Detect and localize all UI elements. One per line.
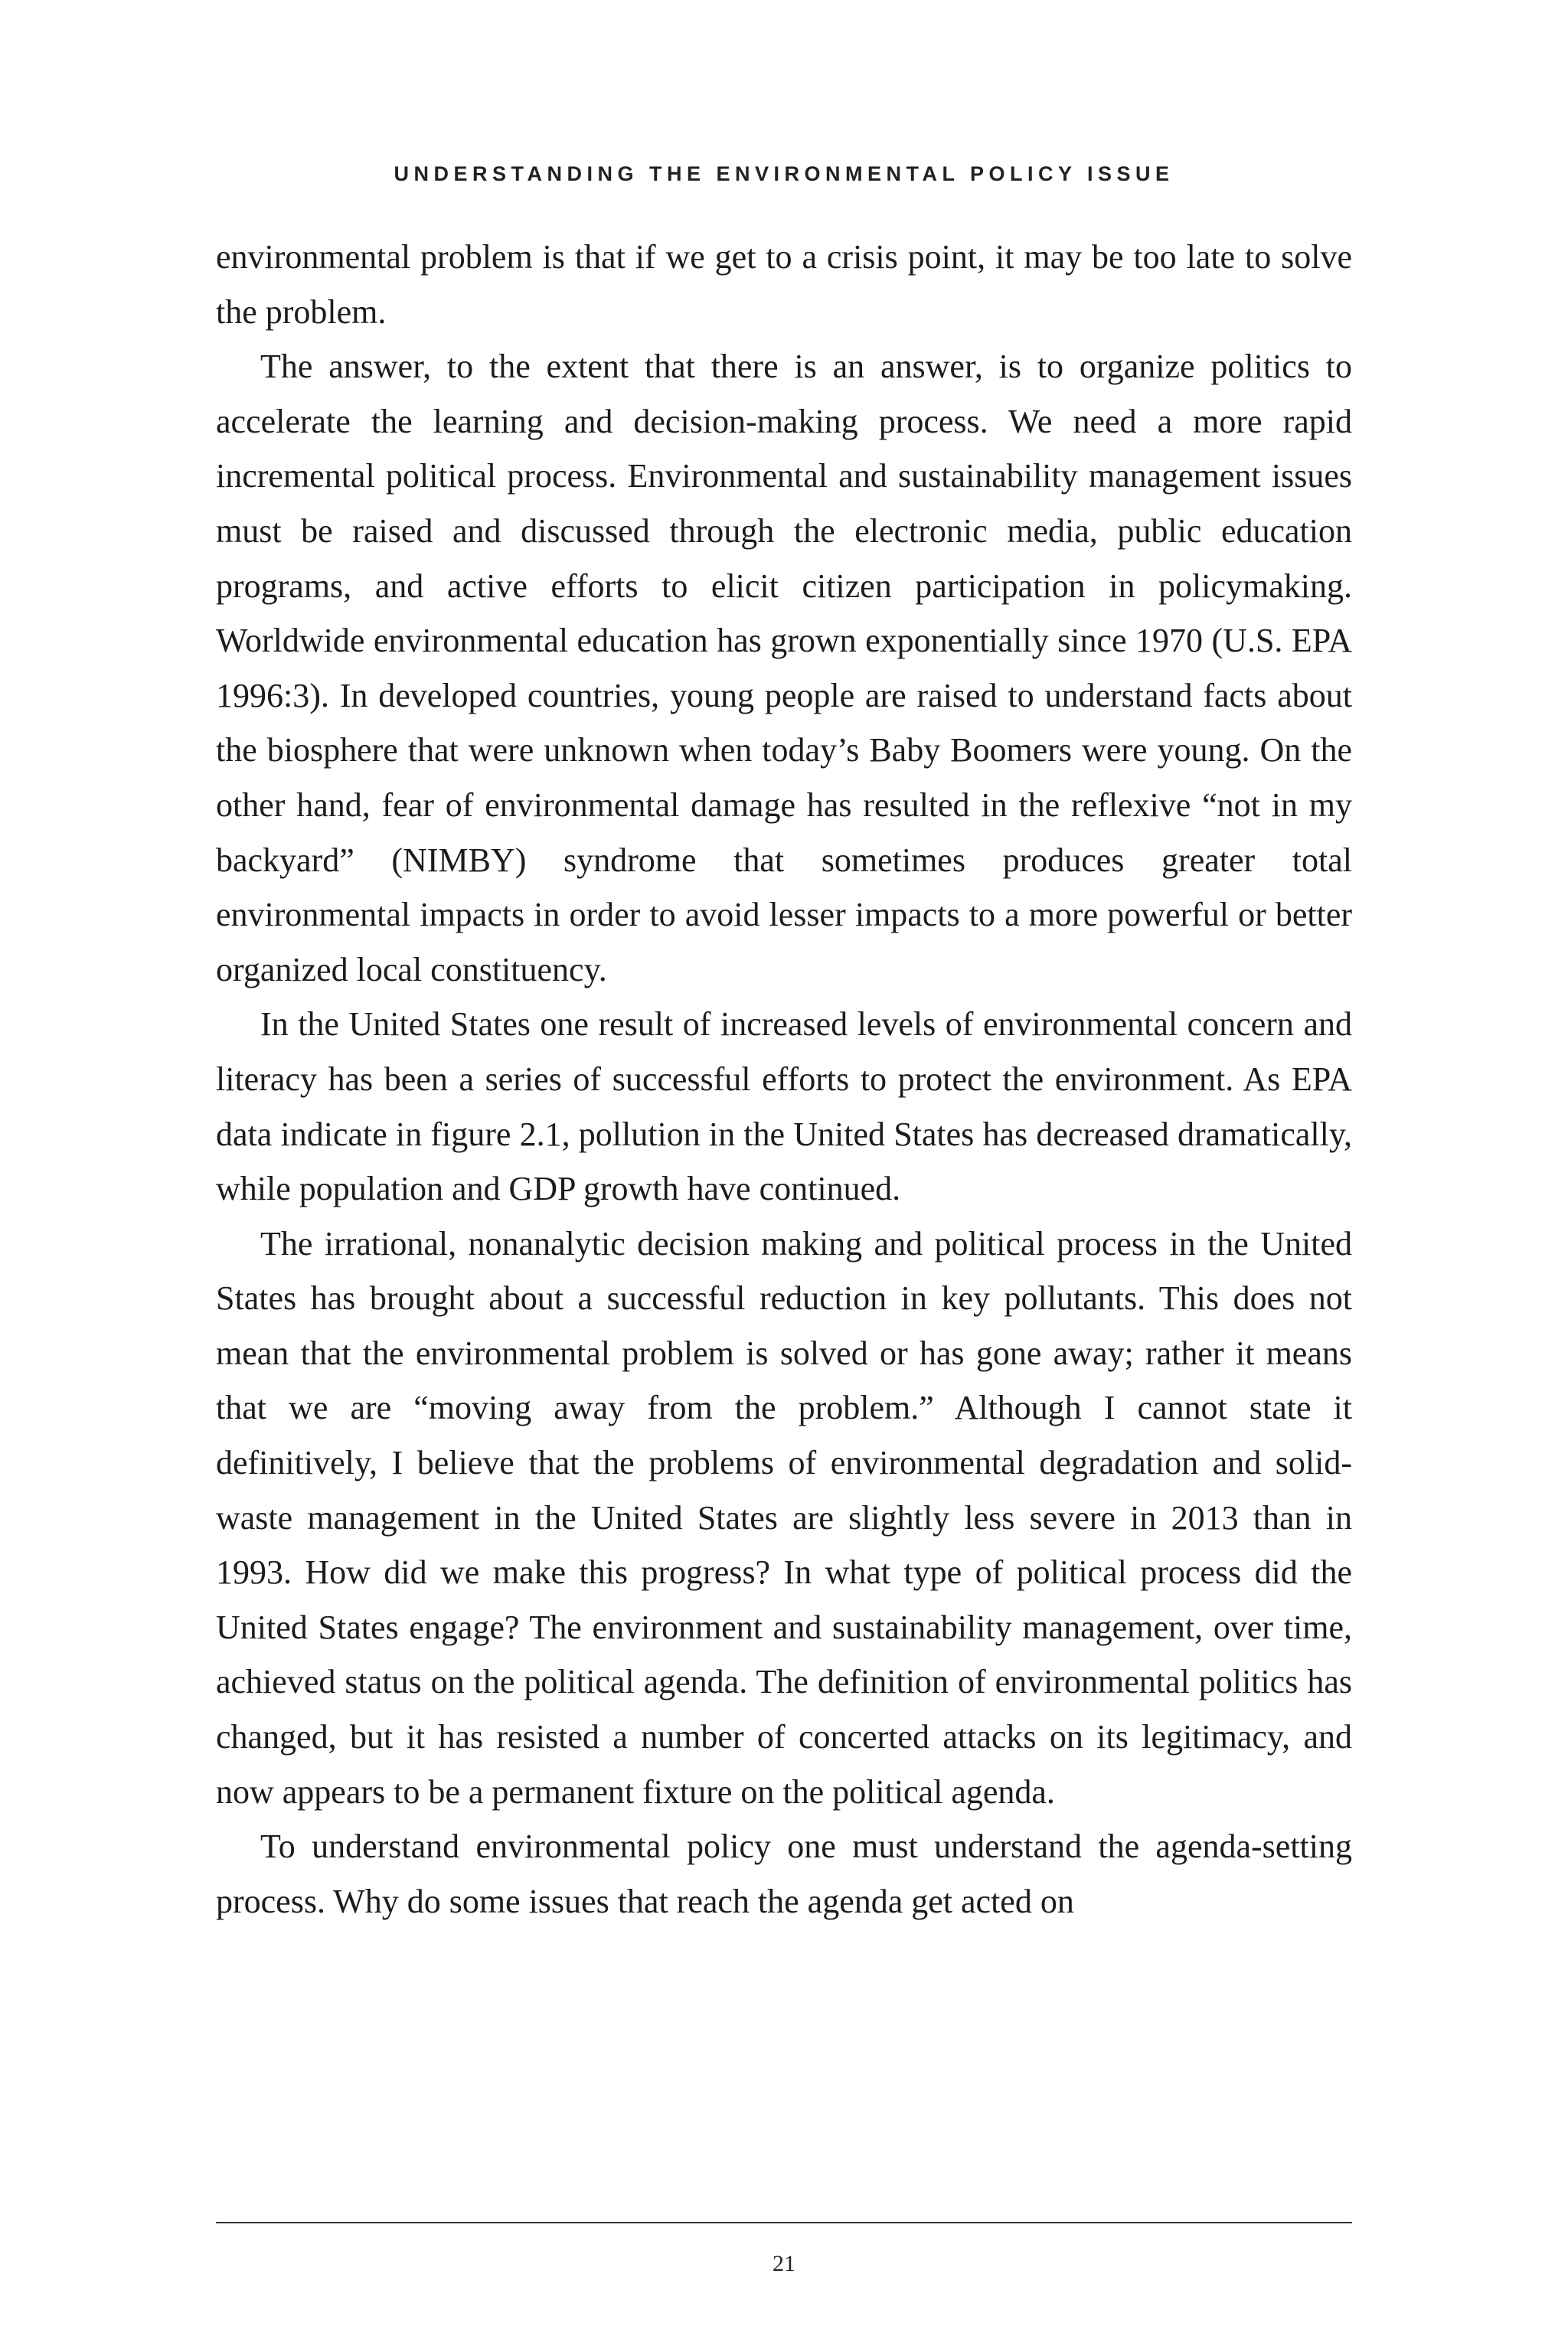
paragraph-continuation: environmental problem is that if we get to a crisis point, it may be too late to solve the problem. xyxy=(216,238,1352,331)
body-text xyxy=(216,230,1352,1929)
paragraph: The irrational, nonanalytic decision making and political process in the United States has brought about a successful reduction in key pollutants. This does not mean that the environmental problem is solved or has gone away; rather it means that we are “moving away from the problem.” Although I cannot state it definitively, I believe that the problems of environmental degradation and solid-waste management in the United States are slightly less severe in 2013 than in 1993. How did we make this progress? In what type of political process did the United States engage? The environment and sustainability management, over time, achieved status on the political agenda. The definition of environmental politics has changed, but it has resisted a number of concerted attacks on its legitimacy, and now appears to be a permanent fixture on the political agenda. xyxy=(216,1224,1352,1811)
paragraph: In the United States one result of increased levels of environmental concern and literacy has been a series of successful efforts to protect the environment. As EPA data indicate in figure 2.1, pollution in the United States has decreased dramatically, while population and GDP growth have continued. xyxy=(216,1005,1352,1208)
footer-rule xyxy=(216,2222,1352,2223)
page-number: 21 xyxy=(773,2251,795,2276)
paragraph: The answer, to the extent that there is an answer, is to organize politics to accelerate the learning and decision-making process. We need a more rapid incremental political process. Environmental and sustainability management issues must be raised and discussed through the electronic media, public education programs, and active efforts to elicit citizen participation in policymaking. Worldwide environmental education has grown exponentially since 1970 (U.S. EPA 1996:3). In developed countries, young people are raised to understand facts about the biosphere that were unknown when today’s Baby Boomers were young. On the other hand, fear of environmental damage has resulted in the reflexive “not in my backyard” (NIMBY) syndrome that sometimes produces greater total environmental impacts in order to avoid lesser impacts to a more powerful or better organized local constituency. xyxy=(216,348,1352,988)
running-head: UNDERSTANDING THE ENVIRONMENTAL POLICY ISSUE xyxy=(394,162,1174,185)
paragraph: To understand environmental policy one must understand the agenda-setting process. Why do some issues that reach the agenda get acted on xyxy=(216,1828,1352,1920)
